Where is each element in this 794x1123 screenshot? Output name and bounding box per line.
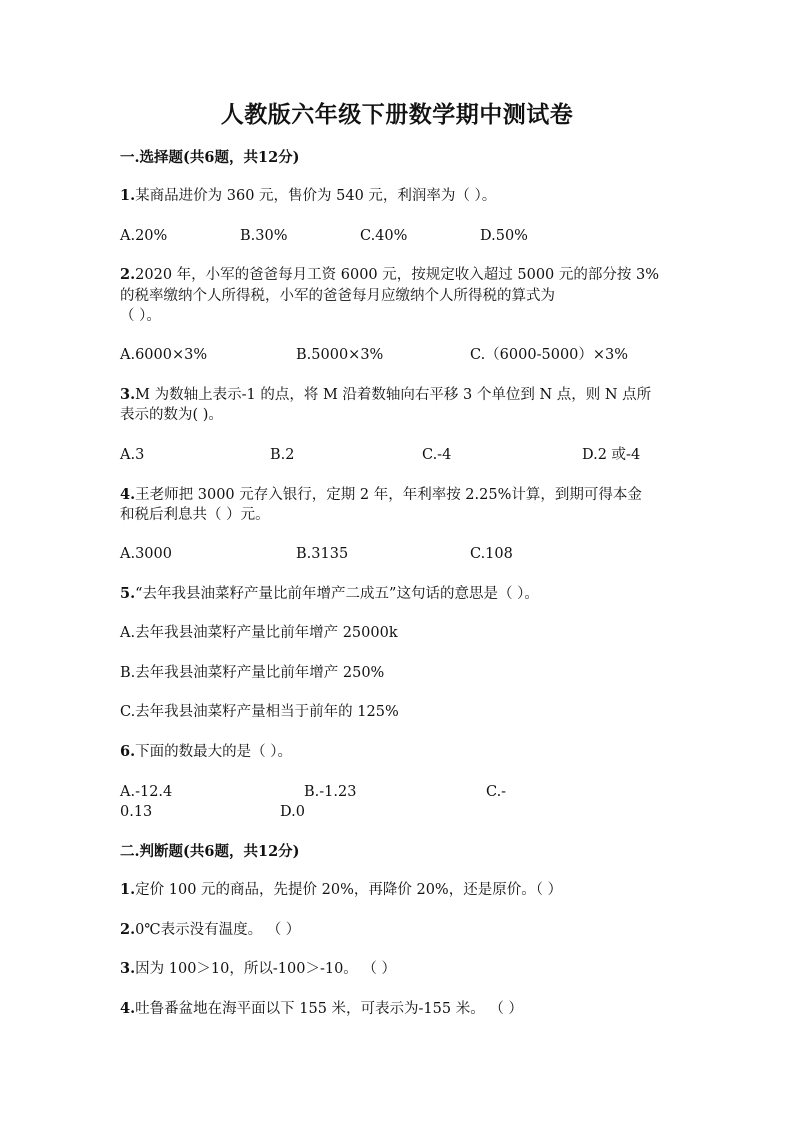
option-a: A.3 <box>120 447 145 463</box>
question-number: 3. <box>120 386 136 403</box>
option-b: B.-1.23 <box>304 784 357 800</box>
question-text: M 为数轴上表示-1 的点，将 M 沿着数轴向右平移 3 个单位到 N 点，则 N 点所 <box>135 387 652 403</box>
question-number: 3. <box>120 960 136 977</box>
option-c: C.-4 <box>422 447 452 463</box>
option-b: B.30% <box>240 228 288 244</box>
option-b: B.2 <box>270 447 295 463</box>
question-text: “去年我县油菜籽产量比前年增产二成五”这句话的意思是（ ）。 <box>135 586 539 602</box>
option-d: D.50% <box>480 228 528 244</box>
question-number: 2. <box>120 266 136 283</box>
question-number: 6. <box>120 743 136 760</box>
section-heading-judgement: 二.判断题(共6题，共12分) <box>120 843 300 860</box>
option-a: A.-12.4 <box>120 784 173 800</box>
question-number: 1. <box>120 881 136 898</box>
question-number: 4. <box>120 1000 136 1017</box>
option-a: A.20% <box>120 228 168 244</box>
question-text: 下面的数最大的是（ ）。 <box>135 744 292 760</box>
question-text: 0℃表示没有温度。 （ ） <box>135 922 301 938</box>
section-heading-choice: 一.选择题(共6题，共12分) <box>120 149 300 166</box>
judgement-2 <box>120 920 300 940</box>
question-number: 4. <box>120 486 136 503</box>
question-text: 王老师把 3000 元存入银行，定期 2 年，年利率按 2.25%计算，到期可得本金 <box>135 487 642 503</box>
question-2-line-3: （ ）。 <box>120 308 161 324</box>
option-c: C.40% <box>360 228 408 244</box>
question-5 <box>120 584 539 604</box>
question-2 <box>120 265 659 285</box>
option-a: A.6000×3% <box>120 347 208 363</box>
option-b: B.去年我县油菜籽产量比前年增产 250% <box>120 665 385 681</box>
page-title: 人教版六年级下册数学期中测试卷 <box>220 101 574 128</box>
option-c-continued: 0.13 <box>120 804 153 820</box>
question-3-line-2: 表示的数为( )。 <box>120 407 223 423</box>
question-text: 吐鲁番盆地在海平面以下 155 米，可表示为-155 米。 （ ） <box>135 1001 523 1017</box>
question-4-line-2: 和税后利息共（ ）元。 <box>120 507 270 523</box>
option-c: C.（6000-5000）×3% <box>470 347 629 363</box>
option-b: B.5000×3% <box>296 347 384 363</box>
question-text: 因为 100＞10，所以-100＞-10。 （ ） <box>135 961 397 977</box>
option-c: C.108 <box>470 546 513 562</box>
question-text: 2020 年，小军的爸爸每月工资 6000 元，按规定收入超过 5000 元的部分按 3% <box>135 267 660 283</box>
question-1 <box>120 186 496 206</box>
option-d: D.0 <box>280 804 305 820</box>
question-text: 定价 100 元的商品，先提价 20%，再降价 20%，还是原价。（ ） <box>135 882 563 898</box>
question-6 <box>120 742 292 762</box>
option-c: C.- <box>486 784 507 800</box>
judgement-4 <box>120 999 523 1019</box>
question-2-line-2: 的税率缴纳个人所得税，小军的爸爸每月应缴纳个人所得税的算式为 <box>120 288 555 304</box>
question-3 <box>120 385 651 405</box>
option-a: A.3000 <box>120 546 172 562</box>
option-a: A.去年我县油菜籽产量比前年增产 25000k <box>120 625 398 641</box>
question-text: 某商品进价为 360 元，售价为 540 元，利润率为（ ）。 <box>135 188 497 204</box>
question-4 <box>120 485 642 505</box>
judgement-3 <box>120 959 396 979</box>
option-c: C.去年我县油菜籽产量相当于前年的 125% <box>120 704 399 720</box>
question-number: 2. <box>120 921 136 938</box>
question-number: 1. <box>120 187 136 204</box>
judgement-1 <box>120 880 562 900</box>
question-number: 5. <box>120 585 136 602</box>
option-d: D.2 或-4 <box>582 447 641 463</box>
option-b: B.3135 <box>296 546 349 562</box>
